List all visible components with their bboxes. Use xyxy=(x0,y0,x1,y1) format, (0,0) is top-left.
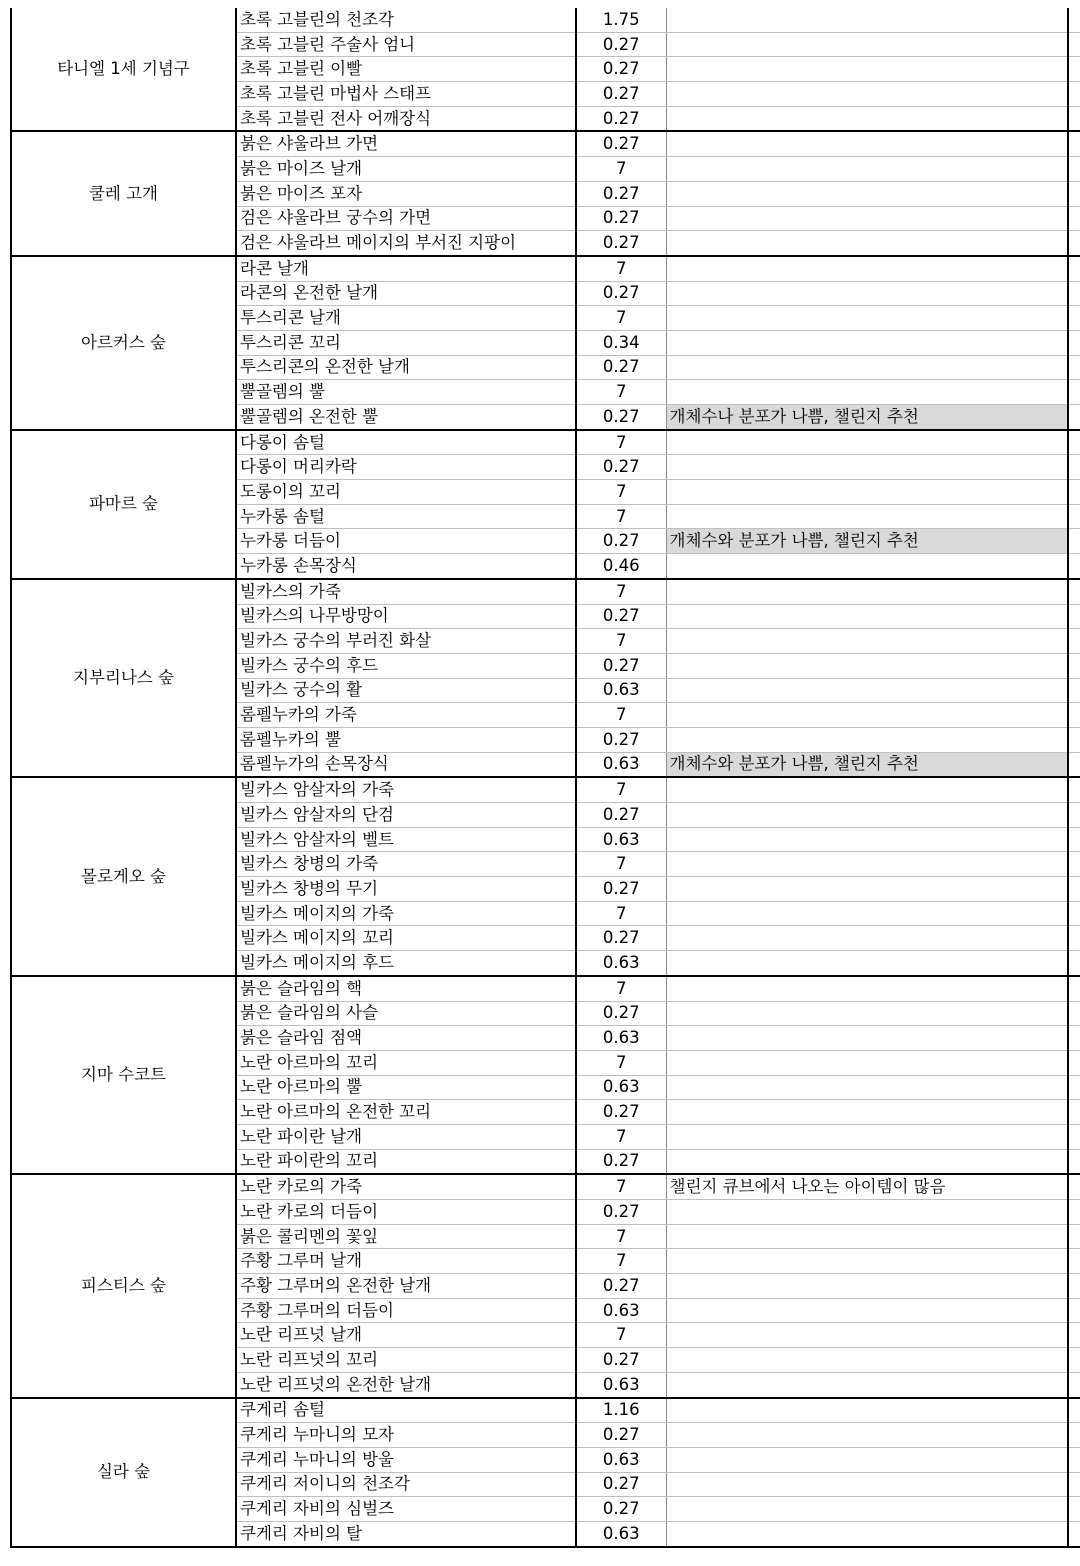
empty-cell[interactable] xyxy=(1068,529,1080,554)
empty-cell[interactable] xyxy=(1068,1323,1080,1348)
empty-cell[interactable] xyxy=(1068,678,1080,703)
region-cell[interactable]: 실라 숲 xyxy=(11,1398,236,1547)
drop-rate-cell[interactable]: 0.27 xyxy=(576,727,666,752)
drop-rate-cell[interactable]: 0.27 xyxy=(576,1200,666,1225)
item-name-cell[interactable]: 투스리콘 꼬리 xyxy=(236,330,576,355)
drop-rate-cell[interactable]: 0.27 xyxy=(576,1100,666,1125)
drop-rate-cell[interactable]: 0.63 xyxy=(576,1521,666,1546)
note-cell[interactable] xyxy=(666,1274,1068,1299)
drop-rate-cell[interactable]: 0.27 xyxy=(576,131,666,156)
note-cell[interactable] xyxy=(666,1124,1068,1149)
empty-cell[interactable] xyxy=(1068,852,1080,877)
empty-cell[interactable] xyxy=(1068,330,1080,355)
empty-cell[interactable] xyxy=(1068,901,1080,926)
note-cell[interactable] xyxy=(666,579,1068,604)
empty-cell[interactable] xyxy=(1068,1149,1080,1174)
drop-rate-cell[interactable]: 7 xyxy=(576,703,666,728)
empty-cell[interactable] xyxy=(1068,82,1080,107)
empty-cell[interactable] xyxy=(1068,106,1080,131)
region-cell[interactable]: 파마르 숲 xyxy=(11,430,236,579)
note-cell[interactable] xyxy=(666,281,1068,306)
item-name-cell[interactable]: 노란 리프넛의 온전한 날개 xyxy=(236,1372,576,1397)
empty-cell[interactable] xyxy=(1068,1174,1080,1199)
item-name-cell[interactable]: 주황 그루머 날개 xyxy=(236,1249,576,1274)
drop-rate-cell[interactable]: 0.27 xyxy=(576,1472,666,1497)
item-name-cell[interactable]: 쿠게리 누마니의 모자 xyxy=(236,1423,576,1448)
item-name-cell[interactable]: 노란 아르마의 온전한 꼬리 xyxy=(236,1100,576,1125)
region-cell[interactable]: 쿨레 고개 xyxy=(11,131,236,255)
empty-cell[interactable] xyxy=(1068,430,1080,455)
drop-rate-cell[interactable]: 7 xyxy=(576,1224,666,1249)
item-name-cell[interactable]: 다롱이 솜털 xyxy=(236,430,576,455)
item-name-cell[interactable]: 뿔골렘의 온전한 뿔 xyxy=(236,405,576,430)
item-name-cell[interactable]: 빌카스의 가죽 xyxy=(236,579,576,604)
empty-cell[interactable] xyxy=(1068,131,1080,156)
item-name-cell[interactable]: 쿠게리 저이니의 천조각 xyxy=(236,1472,576,1497)
item-name-cell[interactable]: 노란 카로의 가죽 xyxy=(236,1174,576,1199)
empty-cell[interactable] xyxy=(1068,1050,1080,1075)
empty-cell[interactable] xyxy=(1068,803,1080,828)
note-cell[interactable] xyxy=(666,1050,1068,1075)
note-cell[interactable] xyxy=(666,206,1068,231)
region-cell[interactable]: 지마 수코트 xyxy=(11,976,236,1175)
item-name-cell[interactable]: 빌카스의 나무방망이 xyxy=(236,604,576,629)
note-cell[interactable] xyxy=(666,1372,1068,1397)
note-cell[interactable] xyxy=(666,1521,1068,1546)
drop-rate-cell[interactable]: 0.63 xyxy=(576,1298,666,1323)
item-name-cell[interactable]: 초록 고블린 이빨 xyxy=(236,57,576,82)
drop-rate-cell[interactable]: 0.63 xyxy=(576,678,666,703)
item-name-cell[interactable]: 주황 그루머의 더듬이 xyxy=(236,1298,576,1323)
drop-rate-cell[interactable]: 0.27 xyxy=(576,355,666,380)
empty-cell[interactable] xyxy=(1068,181,1080,206)
note-cell[interactable] xyxy=(666,1423,1068,1448)
item-name-cell[interactable]: 누카롱 더듬이 xyxy=(236,529,576,554)
item-name-cell[interactable]: 빌카스 창병의 가죽 xyxy=(236,852,576,877)
drop-rate-cell[interactable]: 0.63 xyxy=(576,1447,666,1472)
drop-rate-cell[interactable]: 7 xyxy=(576,380,666,405)
drop-rate-cell[interactable]: 0.27 xyxy=(576,231,666,256)
drop-rate-cell[interactable]: 7 xyxy=(576,306,666,331)
drop-rate-cell[interactable]: 7 xyxy=(576,480,666,505)
note-cell[interactable] xyxy=(666,504,1068,529)
empty-cell[interactable] xyxy=(1068,1200,1080,1225)
item-name-cell[interactable]: 쿠게리 자비의 탈 xyxy=(236,1521,576,1546)
region-cell[interactable]: 아르커스 숲 xyxy=(11,256,236,430)
drop-rate-cell[interactable]: 0.63 xyxy=(576,1372,666,1397)
empty-cell[interactable] xyxy=(1068,926,1080,951)
drop-rate-cell[interactable]: 7 xyxy=(576,1249,666,1274)
table-row xyxy=(11,1174,1080,1199)
drop-rate-cell[interactable]: 0.27 xyxy=(576,803,666,828)
empty-cell[interactable] xyxy=(1068,1075,1080,1100)
table-row xyxy=(11,579,1080,604)
item-name-cell[interactable]: 빌카스 메이지의 가죽 xyxy=(236,901,576,926)
drop-rate-cell[interactable]: 0.27 xyxy=(576,32,666,57)
note-cell[interactable] xyxy=(666,1149,1068,1174)
empty-cell[interactable] xyxy=(1068,1249,1080,1274)
note-cell[interactable] xyxy=(666,1224,1068,1249)
drop-rate-cell[interactable]: 0.27 xyxy=(576,57,666,82)
note-cell[interactable] xyxy=(666,703,1068,728)
empty-cell[interactable] xyxy=(1068,1497,1080,1522)
empty-cell[interactable] xyxy=(1068,1447,1080,1472)
item-name-cell[interactable]: 롬펠누가의 손목장식 xyxy=(236,752,576,777)
empty-cell[interactable] xyxy=(1068,1398,1080,1423)
drop-rate-cell[interactable]: 0.27 xyxy=(576,281,666,306)
empty-cell[interactable] xyxy=(1068,579,1080,604)
drop-rate-cell[interactable]: 0.27 xyxy=(576,82,666,107)
drop-rate-cell[interactable]: 0.27 xyxy=(576,529,666,554)
empty-cell[interactable] xyxy=(1068,877,1080,902)
note-cell[interactable] xyxy=(666,629,1068,654)
drop-rate-cell[interactable]: 1.75 xyxy=(576,8,666,32)
drop-rate-cell[interactable]: 0.27 xyxy=(576,1423,666,1448)
drop-rate-cell[interactable]: 0.27 xyxy=(576,653,666,678)
note-cell[interactable] xyxy=(666,877,1068,902)
empty-cell[interactable] xyxy=(1068,1001,1080,1026)
note-cell[interactable] xyxy=(666,827,1068,852)
empty-cell[interactable] xyxy=(1068,57,1080,82)
drop-rate-cell[interactable]: 7 xyxy=(576,1124,666,1149)
item-name-cell[interactable]: 노란 파이란의 꼬리 xyxy=(236,1149,576,1174)
item-name-cell[interactable]: 롬펠누카의 뿔 xyxy=(236,727,576,752)
item-name-cell[interactable]: 초록 고블린의 천조각 xyxy=(236,8,576,32)
table-row xyxy=(11,430,1080,455)
item-name-cell[interactable]: 빌카스 암살자의 벨트 xyxy=(236,827,576,852)
item-name-cell[interactable]: 빌카스 메이지의 후드 xyxy=(236,951,576,976)
note-cell[interactable]: 개체수나 분포가 나쁨, 챌린지 추천 xyxy=(666,405,1068,430)
empty-cell[interactable] xyxy=(1068,380,1080,405)
drop-rate-cell[interactable]: 7 xyxy=(576,157,666,182)
item-name-cell[interactable]: 라콘 날개 xyxy=(236,256,576,281)
drop-rate-cell[interactable]: 7 xyxy=(576,976,666,1001)
drop-rate-cell[interactable]: 0.34 xyxy=(576,330,666,355)
item-name-cell[interactable]: 뿔골렘의 뿔 xyxy=(236,380,576,405)
item-name-cell[interactable]: 붉은 슬라임 점액 xyxy=(236,1026,576,1051)
note-cell[interactable] xyxy=(666,231,1068,256)
empty-cell[interactable] xyxy=(1068,8,1080,32)
table-row xyxy=(11,976,1080,1001)
item-name-cell[interactable]: 쿠게리 자비의 심벌즈 xyxy=(236,1497,576,1522)
region-cell[interactable]: 타니엘 1세 기념구 xyxy=(11,8,236,131)
drop-rate-cell[interactable]: 0.27 xyxy=(576,1497,666,1522)
empty-cell[interactable] xyxy=(1068,281,1080,306)
drop-rate-cell[interactable]: 0.27 xyxy=(576,405,666,430)
item-name-cell[interactable]: 붉은 마이즈 날개 xyxy=(236,157,576,182)
note-cell[interactable] xyxy=(666,1323,1068,1348)
note-cell[interactable] xyxy=(666,1472,1068,1497)
drop-rate-cell[interactable]: 0.27 xyxy=(576,604,666,629)
drop-rate-table xyxy=(10,8,1080,1548)
table-body xyxy=(11,8,1080,1547)
empty-cell[interactable] xyxy=(1068,1521,1080,1546)
empty-cell[interactable] xyxy=(1068,306,1080,331)
note-cell[interactable] xyxy=(666,380,1068,405)
drop-rate-cell[interactable]: 7 xyxy=(576,629,666,654)
empty-cell[interactable] xyxy=(1068,554,1080,579)
drop-rate-cell[interactable]: 0.27 xyxy=(576,926,666,951)
note-cell[interactable] xyxy=(666,355,1068,380)
drop-rate-cell[interactable]: 1.16 xyxy=(576,1398,666,1423)
empty-cell[interactable] xyxy=(1068,604,1080,629)
note-cell[interactable] xyxy=(666,1075,1068,1100)
note-cell[interactable] xyxy=(666,82,1068,107)
drop-rate-cell[interactable]: 0.63 xyxy=(576,1026,666,1051)
item-name-cell[interactable]: 붉은 샤울라브 가면 xyxy=(236,131,576,156)
note-cell[interactable] xyxy=(666,1001,1068,1026)
drop-rate-cell[interactable]: 7 xyxy=(576,777,666,802)
note-cell[interactable] xyxy=(666,1100,1068,1125)
note-cell[interactable] xyxy=(666,157,1068,182)
item-name-cell[interactable]: 노란 파이란 날개 xyxy=(236,1124,576,1149)
note-cell[interactable] xyxy=(666,926,1068,951)
empty-cell[interactable] xyxy=(1068,951,1080,976)
drop-rate-cell[interactable]: 0.27 xyxy=(576,1149,666,1174)
drop-rate-cell[interactable]: 0.27 xyxy=(576,877,666,902)
item-name-cell[interactable]: 초록 고블린 전사 어깨장식 xyxy=(236,106,576,131)
item-name-cell[interactable]: 빌카스 창병의 무기 xyxy=(236,877,576,902)
item-name-cell[interactable]: 주황 그루머의 온전한 날개 xyxy=(236,1274,576,1299)
note-cell[interactable]: 챌린지 큐브에서 나오는 아이템이 많음 xyxy=(666,1174,1068,1199)
drop-rate-cell[interactable]: 7 xyxy=(576,504,666,529)
drop-rate-cell[interactable]: 0.63 xyxy=(576,951,666,976)
drop-rate-cell[interactable]: 0.27 xyxy=(576,181,666,206)
item-name-cell[interactable]: 투스리콘 날개 xyxy=(236,306,576,331)
empty-cell[interactable] xyxy=(1068,1224,1080,1249)
note-cell[interactable] xyxy=(666,727,1068,752)
item-name-cell[interactable]: 도롱이의 꼬리 xyxy=(236,480,576,505)
item-name-cell[interactable]: 빌카스 암살자의 단검 xyxy=(236,803,576,828)
item-name-cell[interactable]: 누카롱 솜털 xyxy=(236,504,576,529)
item-name-cell[interactable]: 쿠게리 솜털 xyxy=(236,1398,576,1423)
item-name-cell[interactable]: 빌카스 메이지의 꼬리 xyxy=(236,926,576,951)
item-name-cell[interactable]: 빌카스 궁수의 활 xyxy=(236,678,576,703)
item-name-cell[interactable]: 붉은 마이즈 포자 xyxy=(236,181,576,206)
note-cell[interactable] xyxy=(666,1398,1068,1423)
drop-rate-cell[interactable]: 7 xyxy=(576,852,666,877)
empty-cell[interactable] xyxy=(1068,653,1080,678)
item-name-cell[interactable]: 초록 고블린 마법사 스태프 xyxy=(236,82,576,107)
drop-rate-cell[interactable]: 0.63 xyxy=(576,1075,666,1100)
item-name-cell[interactable]: 누카롱 손목장식 xyxy=(236,554,576,579)
empty-cell[interactable] xyxy=(1068,827,1080,852)
note-cell[interactable] xyxy=(666,803,1068,828)
item-name-cell[interactable]: 초록 고블린 주술사 엄니 xyxy=(236,32,576,57)
empty-cell[interactable] xyxy=(1068,455,1080,480)
drop-rate-cell[interactable]: 0.27 xyxy=(576,1348,666,1373)
note-cell[interactable]: 개체수와 분포가 나쁨, 챌린지 추천 xyxy=(666,752,1068,777)
empty-cell[interactable] xyxy=(1068,703,1080,728)
item-name-cell[interactable]: 노란 리프넛의 꼬리 xyxy=(236,1348,576,1373)
item-name-cell[interactable]: 붉은 슬라임의 사슬 xyxy=(236,1001,576,1026)
drop-rate-cell[interactable]: 0.63 xyxy=(576,752,666,777)
item-name-cell[interactable]: 노란 아르마의 꼬리 xyxy=(236,1050,576,1075)
note-cell[interactable] xyxy=(666,1249,1068,1274)
note-cell[interactable] xyxy=(666,32,1068,57)
table-row xyxy=(11,8,1080,32)
empty-cell[interactable] xyxy=(1068,1348,1080,1373)
note-cell[interactable] xyxy=(666,131,1068,156)
empty-cell[interactable] xyxy=(1068,1472,1080,1497)
empty-cell[interactable] xyxy=(1068,157,1080,182)
note-cell[interactable] xyxy=(666,330,1068,355)
item-name-cell[interactable]: 투스리콘의 온전한 날개 xyxy=(236,355,576,380)
note-cell[interactable] xyxy=(666,852,1068,877)
drop-rate-cell[interactable]: 0.27 xyxy=(576,1001,666,1026)
table-row xyxy=(11,256,1080,281)
note-cell[interactable] xyxy=(666,1200,1068,1225)
empty-cell[interactable] xyxy=(1068,1100,1080,1125)
drop-rate-cell[interactable]: 0.63 xyxy=(576,827,666,852)
note-cell[interactable] xyxy=(666,480,1068,505)
item-name-cell[interactable]: 붉은 슬라임의 핵 xyxy=(236,976,576,1001)
drop-rate-cell[interactable]: 7 xyxy=(576,256,666,281)
item-name-cell[interactable]: 빌카스 궁수의 부러진 화살 xyxy=(236,629,576,654)
note-cell[interactable] xyxy=(666,951,1068,976)
note-cell[interactable] xyxy=(666,777,1068,802)
note-cell[interactable] xyxy=(666,1497,1068,1522)
region-cell[interactable]: 지부리나스 숲 xyxy=(11,579,236,778)
empty-cell[interactable] xyxy=(1068,256,1080,281)
table-row xyxy=(11,777,1080,802)
note-cell[interactable] xyxy=(666,678,1068,703)
empty-cell[interactable] xyxy=(1068,405,1080,430)
region-cell[interactable]: 몰로게오 숲 xyxy=(11,777,236,976)
empty-cell[interactable] xyxy=(1068,752,1080,777)
note-cell[interactable] xyxy=(666,1447,1068,1472)
item-name-cell[interactable]: 붉은 콜리멘의 꽃잎 xyxy=(236,1224,576,1249)
empty-cell[interactable] xyxy=(1068,976,1080,1001)
region-cell[interactable]: 피스티스 숲 xyxy=(11,1174,236,1397)
empty-cell[interactable] xyxy=(1068,1274,1080,1299)
note-cell[interactable] xyxy=(666,181,1068,206)
note-cell[interactable] xyxy=(666,604,1068,629)
empty-cell[interactable] xyxy=(1068,206,1080,231)
note-cell[interactable] xyxy=(666,653,1068,678)
empty-cell[interactable] xyxy=(1068,504,1080,529)
note-cell[interactable]: 개체수와 분포가 나쁨, 챌린지 추천 xyxy=(666,529,1068,554)
drop-rate-cell[interactable]: 7 xyxy=(576,901,666,926)
item-name-cell[interactable]: 노란 리프넛 날개 xyxy=(236,1323,576,1348)
item-name-cell[interactable]: 빌카스 암살자의 가죽 xyxy=(236,777,576,802)
item-name-cell[interactable]: 빌카스 궁수의 후드 xyxy=(236,653,576,678)
item-name-cell[interactable]: 쿠게리 누마니의 방울 xyxy=(236,1447,576,1472)
empty-cell[interactable] xyxy=(1068,1124,1080,1149)
note-cell[interactable] xyxy=(666,976,1068,1001)
drop-rate-cell[interactable]: 0.27 xyxy=(576,106,666,131)
empty-cell[interactable] xyxy=(1068,629,1080,654)
item-name-cell[interactable]: 다롱이 머리카락 xyxy=(236,455,576,480)
note-cell[interactable] xyxy=(666,901,1068,926)
note-cell[interactable] xyxy=(666,106,1068,131)
item-name-cell[interactable]: 검은 샤울라브 메이지의 부서진 지팡이 xyxy=(236,231,576,256)
drop-rate-cell[interactable]: 0.27 xyxy=(576,455,666,480)
note-cell[interactable] xyxy=(666,8,1068,32)
empty-cell[interactable] xyxy=(1068,1026,1080,1051)
empty-cell[interactable] xyxy=(1068,32,1080,57)
drop-rate-cell[interactable]: 0.46 xyxy=(576,554,666,579)
empty-cell[interactable] xyxy=(1068,1372,1080,1397)
empty-cell[interactable] xyxy=(1068,1298,1080,1323)
note-cell[interactable] xyxy=(666,306,1068,331)
item-name-cell[interactable]: 검은 샤울라브 궁수의 가면 xyxy=(236,206,576,231)
table-row xyxy=(11,1398,1080,1423)
note-cell[interactable] xyxy=(666,554,1068,579)
note-cell[interactable] xyxy=(666,455,1068,480)
item-name-cell[interactable]: 롬펠누카의 가죽 xyxy=(236,703,576,728)
drop-rate-cell[interactable]: 7 xyxy=(576,1323,666,1348)
empty-cell[interactable] xyxy=(1068,777,1080,802)
empty-cell[interactable] xyxy=(1068,1423,1080,1448)
note-cell[interactable] xyxy=(666,430,1068,455)
drop-rate-cell[interactable]: 7 xyxy=(576,430,666,455)
note-cell[interactable] xyxy=(666,57,1068,82)
drop-rate-cell[interactable]: 0.27 xyxy=(576,1274,666,1299)
note-cell[interactable] xyxy=(666,1026,1068,1051)
note-cell[interactable] xyxy=(666,1348,1068,1373)
table-row xyxy=(11,131,1080,156)
empty-cell[interactable] xyxy=(1068,231,1080,256)
note-cell[interactable] xyxy=(666,1298,1068,1323)
note-cell[interactable] xyxy=(666,256,1068,281)
item-name-cell[interactable]: 라콘의 온전한 날개 xyxy=(236,281,576,306)
item-name-cell[interactable]: 노란 카로의 더듬이 xyxy=(236,1200,576,1225)
empty-cell[interactable] xyxy=(1068,727,1080,752)
drop-rate-cell[interactable]: 0.27 xyxy=(576,206,666,231)
empty-cell[interactable] xyxy=(1068,480,1080,505)
item-name-cell[interactable]: 노란 아르마의 뿔 xyxy=(236,1075,576,1100)
drop-rate-cell[interactable]: 7 xyxy=(576,579,666,604)
drop-rate-cell[interactable]: 7 xyxy=(576,1174,666,1199)
drop-rate-cell[interactable]: 7 xyxy=(576,1050,666,1075)
empty-cell[interactable] xyxy=(1068,355,1080,380)
